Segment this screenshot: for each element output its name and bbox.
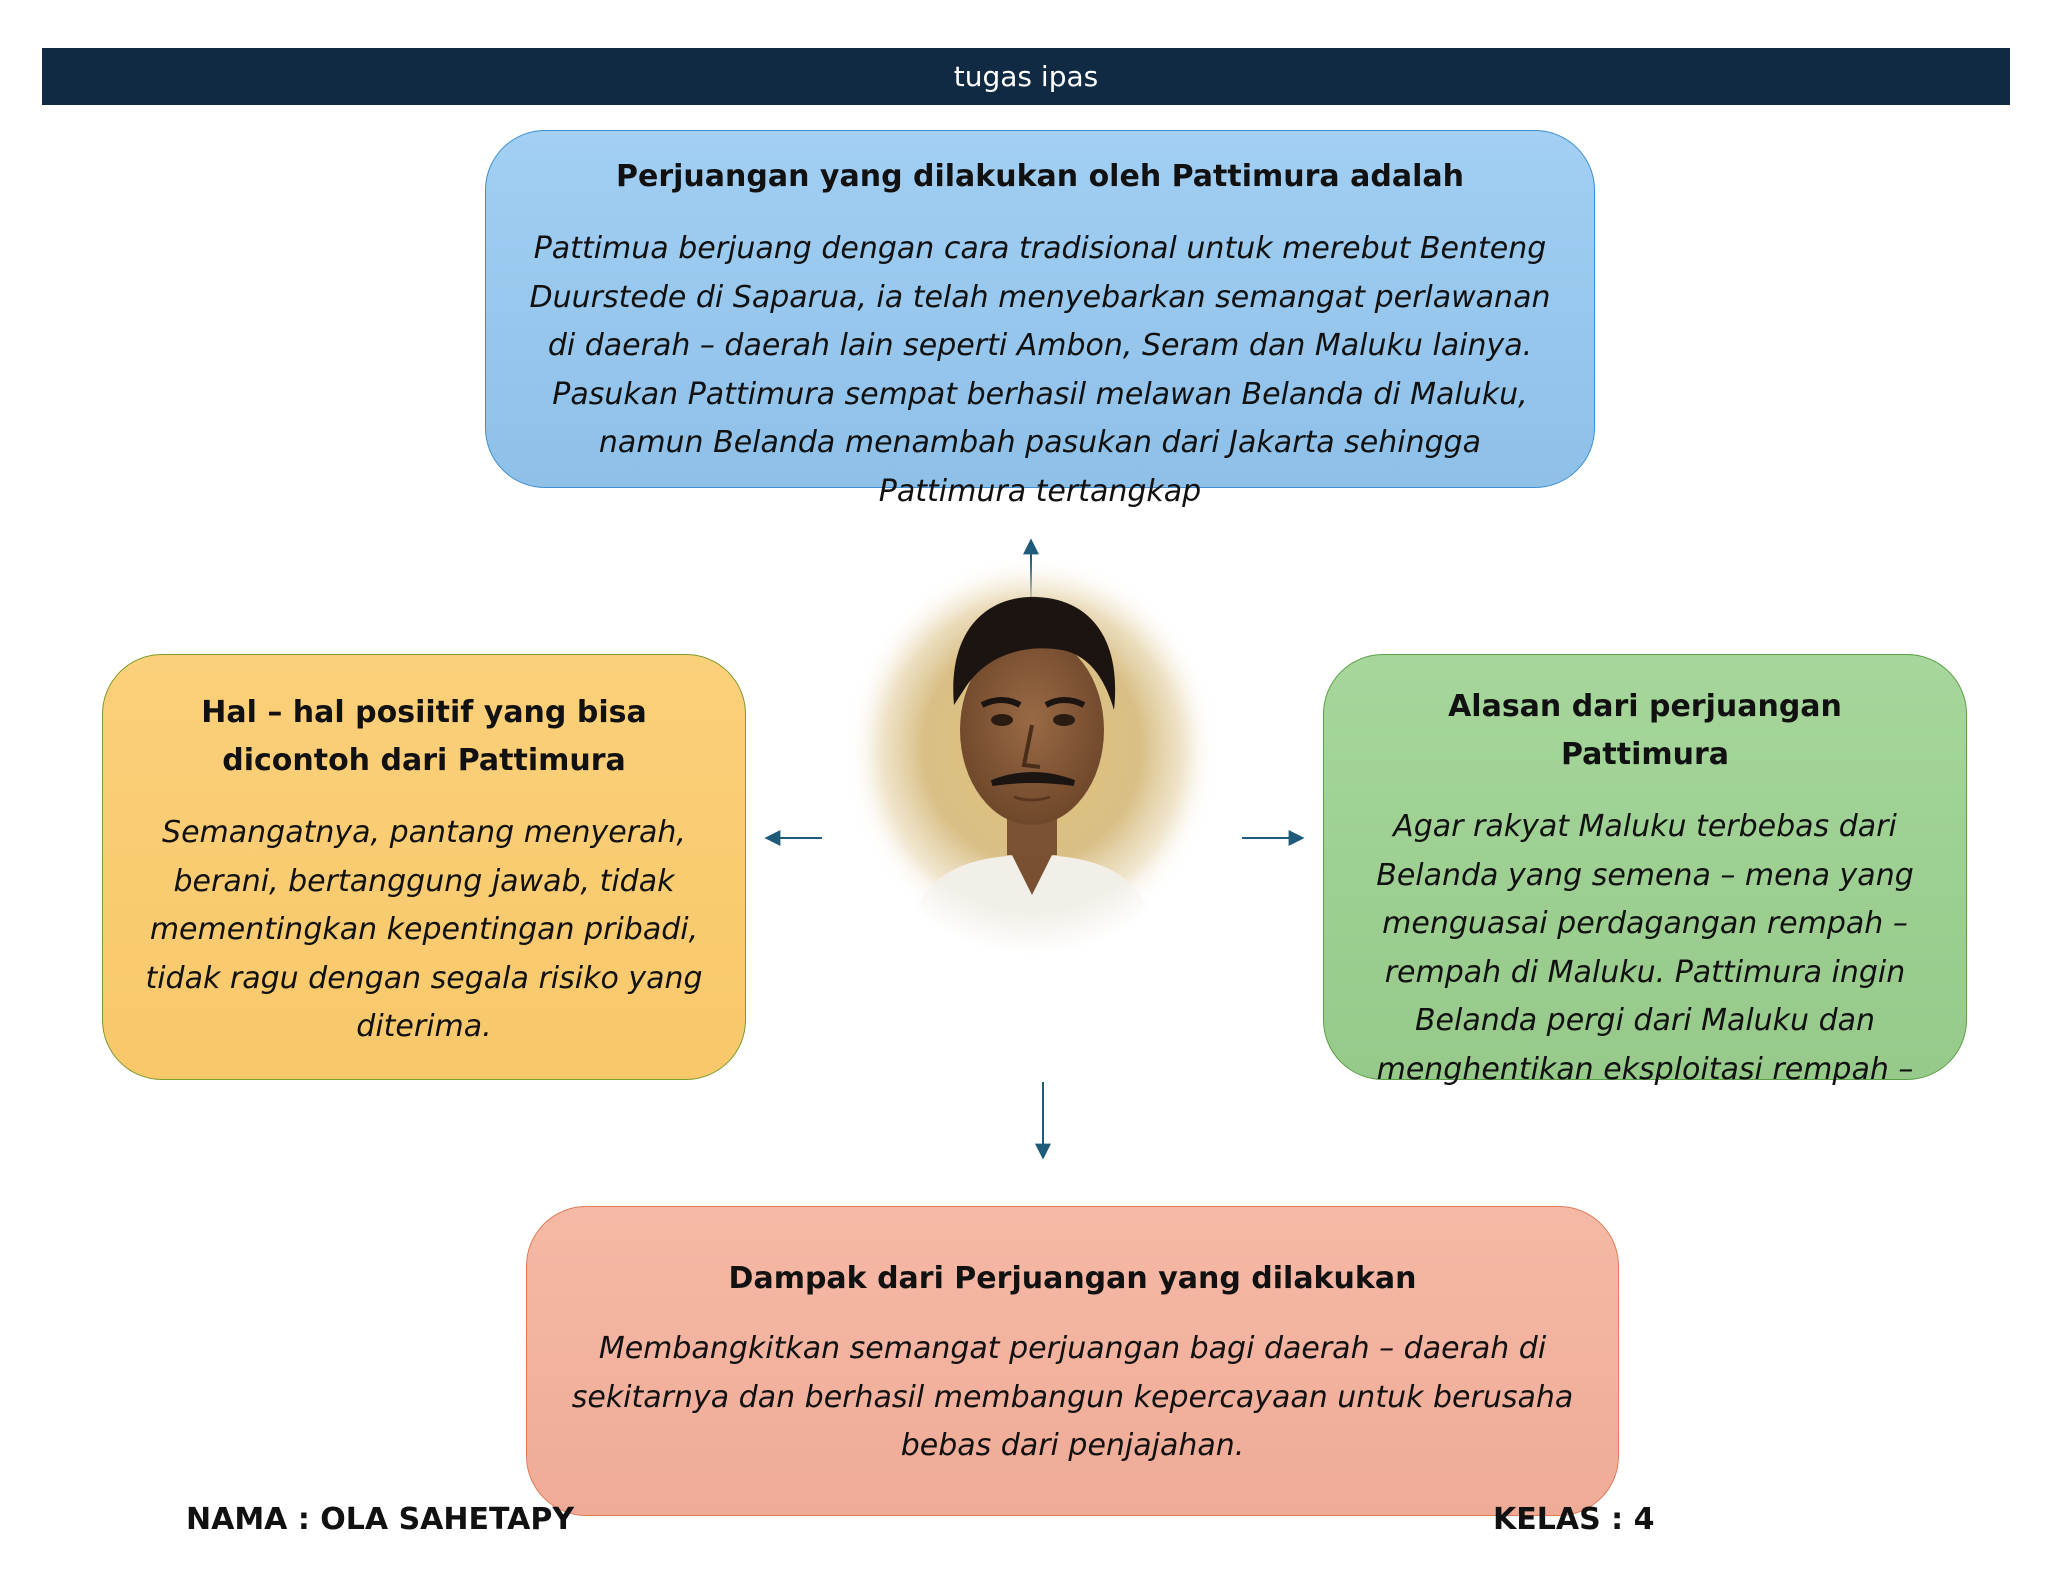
student-class: KELAS : 4 <box>1493 1502 1655 1537</box>
portrait-icon <box>842 555 1222 955</box>
box-positive-traits <box>102 654 746 1080</box>
box-impact-title: Dampak dari Perjuangan yang dilakukan <box>728 1261 1417 1296</box>
box-impact <box>526 1206 1619 1516</box>
student-name: NAMA : OLA SAHETAPY <box>186 1502 575 1537</box>
header-title: tugas ipas <box>953 60 1099 93</box>
box-struggle-title: Perjuangan yang dilakukan oleh Pattimura adalah <box>616 159 1464 194</box>
box-reasons-body: Agar rakyat Maluku terbebas dari Belanda yang semena – mena yang menguasai perdagangan rempah – rempah di Maluku. Pattimura ingin Belanda pergi dari Maluku dan menghentikan eksploitasi rempah – <box>1376 809 1914 1087</box>
box-positive-traits-title: Hal – hal posiitif yang bisa dicontoh dari Pattimura <box>201 695 647 778</box>
box-reasons <box>1323 654 1967 1087</box>
box-reasons-title: Alasan dari perjuangan Pattimura <box>1448 689 1842 772</box>
box-impact-body: Membangkitkan semangat perjuangan bagi daerah – daerah di sekitarnya dan berhasil membangun kepercayaan untuk berusaha bebas dari penjajahan. <box>571 1331 1574 1463</box>
box-positive-traits-body: Semangatnya, pantang menyerah, berani, bertanggung jawab, tidak mementingkan kepentingan pribadi, tidak ragu dengan segala risiko yang diterima. <box>145 815 703 1044</box>
box-struggle-body: Pattimua berjuang dengan cara tradisional untuk merebut Benteng Duurstede di Saparua, ia telah menyebarkan semangat perlawanan di daerah – daerah lain seperti Ambon, Seram dan Maluku lainya. Pasukan Pattimura sempat berhasil melawan Belanda di Maluku, namun Belanda menambah pasukan dari Jakarta sehingga Pattimura tertangkap <box>529 231 1551 509</box>
